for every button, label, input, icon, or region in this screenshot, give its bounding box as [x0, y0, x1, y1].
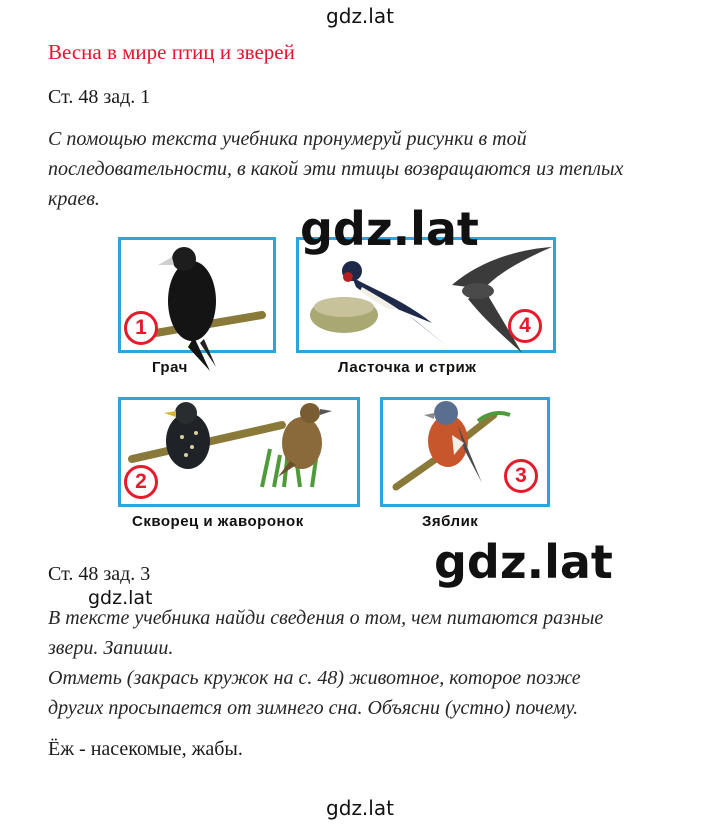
watermark-large-1: gdz.lat — [300, 202, 479, 256]
task-2-line-3: Отметь (закрась кружок на с. 48) животное, которое позже — [48, 667, 581, 689]
number-badge-starling-lark: 2 — [124, 465, 158, 499]
task-1-line-1: С помощью текста учебника пронумеруй рисунки в той — [48, 128, 527, 150]
watermark-top: gdz.lat — [326, 4, 394, 28]
number-badge-rook: 1 — [124, 311, 158, 345]
number-badge-finch: 3 — [504, 459, 538, 493]
task-2-line-2: звери. Запиши. — [48, 637, 174, 659]
caption-rook: Грач — [152, 359, 188, 376]
task-text-2 — [48, 603, 718, 723]
birds-figure — [112, 229, 564, 539]
watermark-small: gdz.lat — [88, 587, 153, 609]
caption-starling-lark: Скворец и жаворонок — [132, 513, 304, 530]
rook-bird — [158, 247, 216, 371]
answer-text: Ёж - насекомые, жабы. — [48, 738, 243, 760]
task-text-1 — [48, 124, 718, 214]
task-2-line-1: В тексте учебника найди сведения о том, чем питаются разные — [48, 607, 604, 629]
watermark-bottom: gdz.lat — [326, 796, 394, 820]
number-badge-swallow-swift: 4 — [508, 309, 542, 343]
caption-finch: Зяблик — [422, 513, 479, 530]
task-2-line-4: других просыпается от зимнего сна. Объясни (устно) почему. — [48, 697, 579, 719]
watermark-large-2: gdz.lat — [434, 535, 613, 589]
task-1-line-3: краев. — [48, 188, 100, 210]
page-title: Весна в мире птиц и зверей — [48, 40, 295, 64]
task-reference-1: Ст. 48 зад. 1 — [48, 86, 151, 108]
finch-bird — [424, 401, 482, 483]
task-1-line-2: последовательности, в какой эти птицы возвращаются из теплых — [48, 158, 624, 180]
birds-illustration — [112, 229, 564, 539]
caption-swallow-swift: Ласточка и стриж — [338, 359, 477, 376]
task-reference-2: Ст. 48 зад. 3 — [48, 563, 151, 585]
starling-bird — [164, 402, 210, 469]
